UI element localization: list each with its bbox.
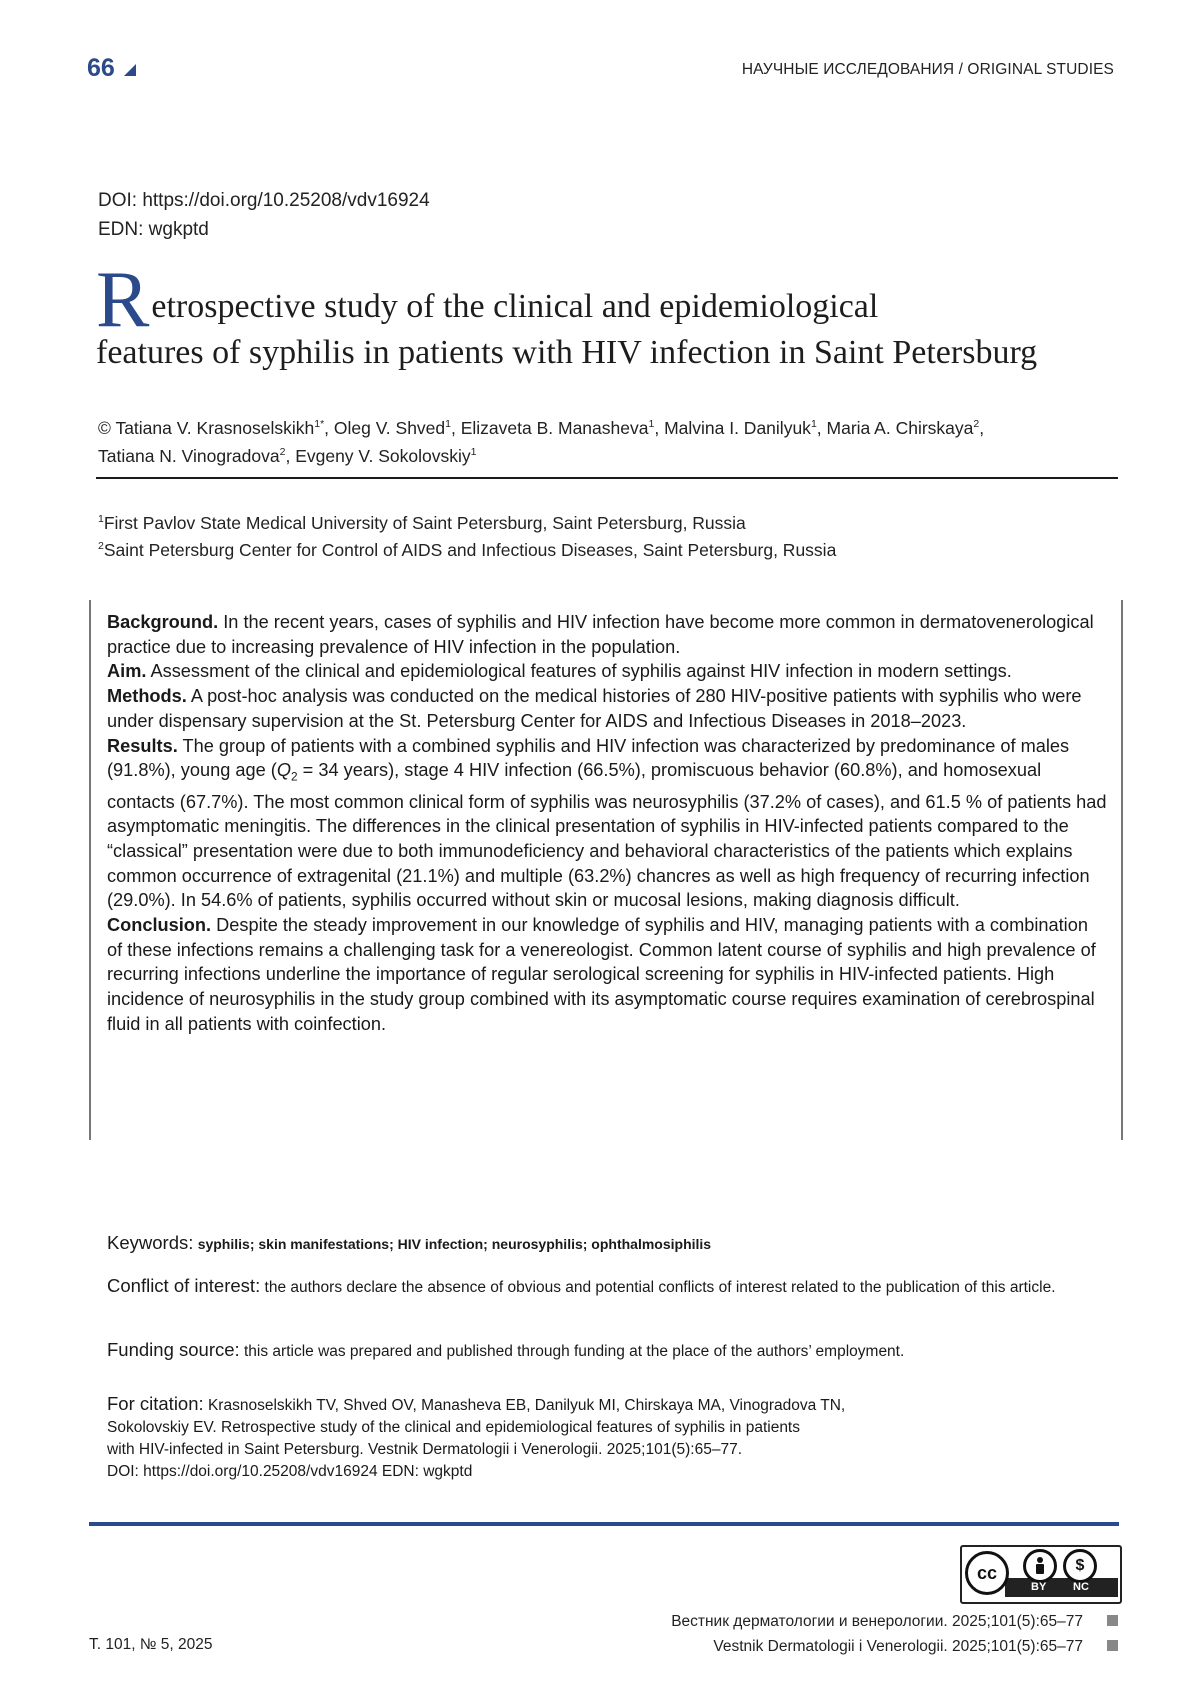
article-title xyxy=(96,256,1116,376)
cc-nc-label: NC xyxy=(1073,1581,1089,1593)
author: Evgeny V. Sokolovskiy$^1$ xyxy=(295,446,477,466)
page-corner-mark-icon xyxy=(124,64,136,76)
author-list xyxy=(98,414,1108,470)
no-dollar-icon: $ xyxy=(1063,1549,1097,1583)
journal-name-en: Vestnik Dermatologii i Venerologii. 2025;101(5):65–77 xyxy=(713,1638,1083,1655)
abstract-conclusion: Conclusion. Despite the steady improvement in our knowledge of syphilis and HIV, managing patients with a combination of these infections remains a challenging task for a venereologist. Common latent course of syphilis and high prevalence of recurring infections underline the importance of regular serological screening for syphilis in HIV-infected patients. High incidence of neurosyphilis in the study group combined with its asymptomatic course requires examination of cerebrospinal fluid in all patients with coinfection. xyxy=(107,915,1096,1034)
citation-doi[interactable]: DOI: https://doi.org/10.25208/vdv16924 EDN: wgkptd xyxy=(107,1463,473,1480)
author: Tatiana V. Krasnoselskikh$^{1*}$, xyxy=(115,418,334,438)
footer-square-icon xyxy=(1107,1615,1118,1626)
affiliations xyxy=(98,510,836,564)
title-dropcap: R xyxy=(96,256,150,344)
page-number: 66 xyxy=(87,54,115,82)
author: Tatiana N. Vinogradova$^2$, xyxy=(98,446,296,466)
conflict-label: Conflict of interest: xyxy=(107,1275,261,1296)
abstract-methods: Methods. A post-hoc analysis was conducted on the medical histories of 280 HIV-positive patients with syphilis who were under dispensary supervision at the St. Petersburg Center for AIDS and Infectious Diseases in 2018–2023. xyxy=(107,686,1082,731)
cc-icon: cc xyxy=(965,1551,1009,1595)
funding-source xyxy=(107,1339,1107,1362)
author: Maria A. Chirskaya$^2$, xyxy=(826,418,985,438)
funding-label: Funding source: xyxy=(107,1339,240,1360)
edn-code: EDN: wgkptd xyxy=(98,219,209,240)
doi-link[interactable]: DOI: https://doi.org/10.25208/vdv16924 xyxy=(98,190,430,211)
keywords-label: Keywords: xyxy=(107,1232,194,1253)
author: Oleg V. Shved$^1$, xyxy=(333,418,461,438)
affiliation-item: $^2$Saint Petersburg Center for Control of AIDS and Infectious Diseases, Saint Petersburg, Russia xyxy=(98,540,837,560)
title-divider xyxy=(96,477,1118,479)
copyright-symbol: © xyxy=(98,418,111,438)
keywords xyxy=(107,1232,1107,1255)
keywords-value: syphilis; skin manifestations; HIV infection; neurosyphilis; ophthalmosiphilis xyxy=(197,1236,712,1252)
person-icon xyxy=(1023,1549,1057,1583)
funding-text: this article was prepared and published through funding at the place of the authors’ employment. xyxy=(243,1343,905,1360)
conflict-of-interest xyxy=(107,1275,1107,1298)
abstract-aim: Aim. Assessment of the clinical and epidemiological features of syphilis against HIV infection in modern settings. xyxy=(107,661,1012,682)
cc-badge-label-bar xyxy=(1005,1578,1118,1597)
journal-citation xyxy=(671,1609,1083,1659)
conflict-text: the authors declare the absence of obvious and potential conflicts of interest related to the publication of this article. xyxy=(264,1279,1056,1296)
citation-label: For citation: xyxy=(107,1393,204,1414)
volume-issue: Т. 101, № 5, 2025 xyxy=(89,1636,213,1653)
abstract xyxy=(107,610,1107,1037)
footer-square-icon xyxy=(1107,1640,1118,1651)
author: Malvina I. Danilyuk$^1$, xyxy=(664,418,827,438)
article-identifiers xyxy=(98,186,430,244)
section-heading: НАУЧНЫЕ ИССЛЕДОВАНИЯ / ORIGINAL STUDIES xyxy=(741,61,1114,78)
affiliation-item: $^1$First Pavlov State Medical University of Saint Petersburg, Saint Petersburg, Russia xyxy=(98,513,746,533)
citation: For citation: Krasnoselskikh TV, Shved OV, Manasheva EB, Danilyuk MI, Chirskaya MA, Vinogradova TN, Sokolovskiy EV. Retrospective study of the clinical and epidemiological features of syphilis in patients with HIV-infected in Saint Petersburg. Vestnik Dermatologii i Venerologii. 2025;101(5):65–77. DOI: https://doi.org/10.25208/vdv16924 EDN: wgkptd xyxy=(107,1393,1107,1483)
title-line-2: features of syphilis in patients with HIV infection in Saint Petersburg xyxy=(96,334,1038,371)
footer-divider xyxy=(89,1522,1119,1526)
abstract-results: Results. The group of patients with a combined syphilis and HIV infection was characterized by predominance of males (91.8%), young age ($Q_2 = 34$ years), stage 4 HIV infection (66.5%), promiscuous behavior (60.8%), and homosexual contacts (67.7%). The most common clinical form of syphilis was neurosyphilis (37.2% of cases), and 61.5 % of patients had asymptomatic meningitis. The differences in the clinical presentation of syphilis in HIV-infected patients compared to the “classical” presentation were due to both immunodeficiency and behavioral characteristics of the patients which explains common occurrence of extragenital (21.1%) and multiple (63.2%) chancres as well as high frequency of recurring infection (29.0%). In 54.6% of patients, syphilis occurred without skin or mucosal lesions, making diagnosis difficult. xyxy=(107,735,1107,911)
journal-name-ru: Вестник дерматологии и венерологии. 2025;101(5):65–77 xyxy=(671,1613,1083,1630)
abstract-background: Background. In the recent years, cases of syphilis and HIV infection have become more common in dermatovenerological practice due to increasing prevalence of HIV infection in the population. xyxy=(107,612,1094,657)
title-line-1: etrospective study of the clinical and epidemiological xyxy=(151,288,879,325)
author: Elizaveta B. Manasheva$^1$, xyxy=(460,418,665,438)
cc-by-label: BY xyxy=(1031,1581,1047,1593)
